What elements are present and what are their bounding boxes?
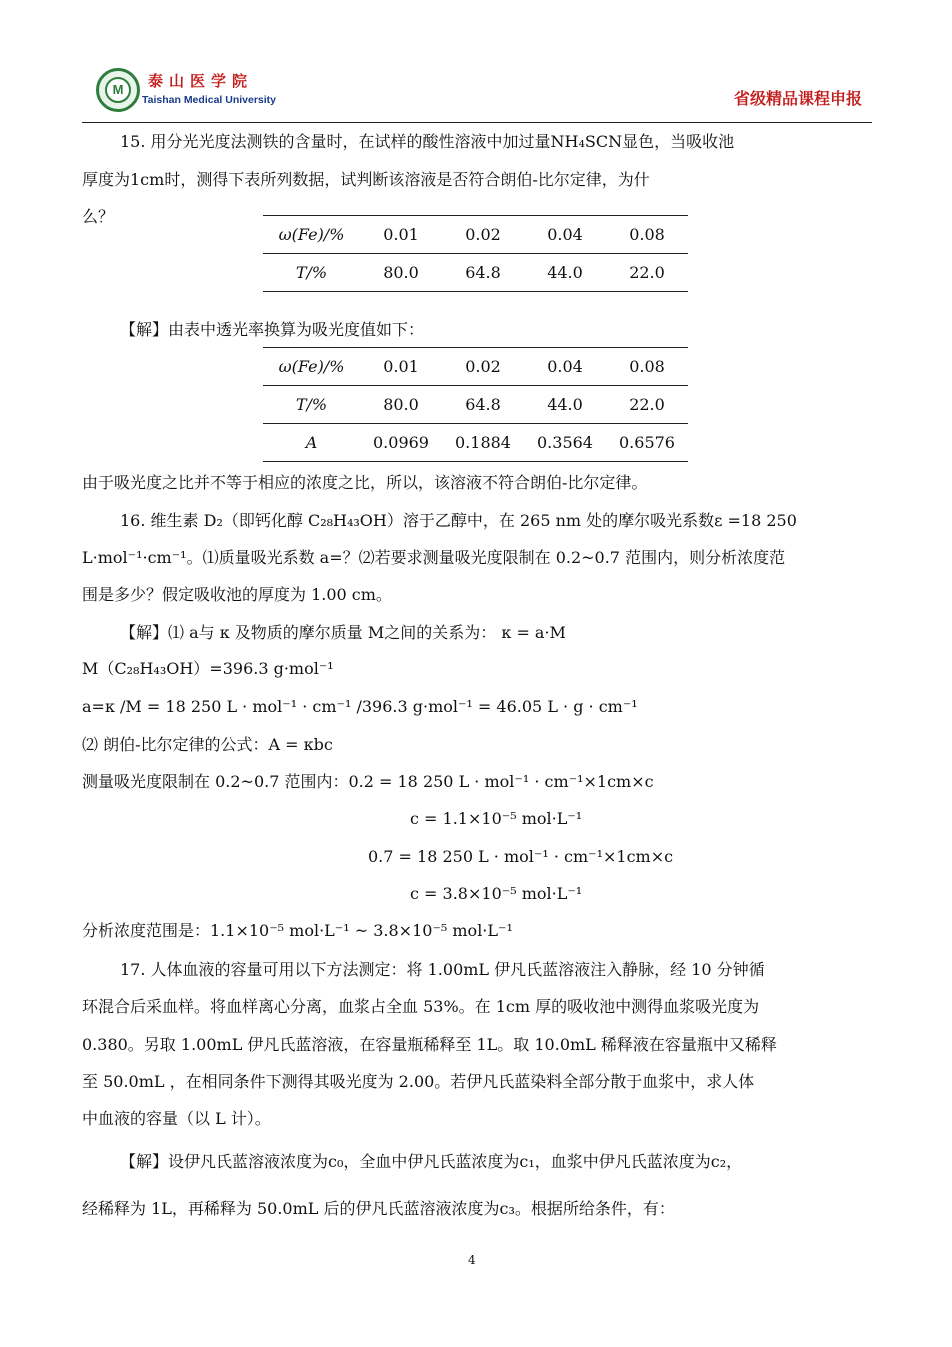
- q17-line4: 至 50.0mL ，在相同条件下测得其吸光度为 2.00。若伊凡氏蓝染料全部分散于血浆中，求人体: [82, 1072, 755, 1091]
- data-table-2: [263, 347, 688, 462]
- school-name-en: Taishan Medical University: [142, 94, 277, 106]
- q17-line3: 0.380。另取 1.00mL 伊凡氏蓝溶液，在容量瓶稀释至 1L。取 10.0mL 稀释液在容量瓶中又稀释: [82, 1035, 777, 1054]
- table1-label-t: T/%: [263, 254, 360, 292]
- table-cell: 0.1884: [442, 424, 524, 462]
- q16-answer-2: M（C₂₈H₄₃OH）=396.3 g·mol⁻¹: [82, 659, 334, 678]
- table2-label-w: ω(Fe)/%: [263, 348, 360, 386]
- q16-line2: L·mol⁻¹·cm⁻¹。⑴质量吸光系数 a=？⑵若要求测量吸光度限制在 0.2~0.7 范围内，则分析浓度范: [82, 548, 786, 567]
- school-name-cn: 泰山医学院: [148, 72, 254, 90]
- q15-line3: 么？: [82, 207, 115, 226]
- table1-label-w: ω(Fe)/%: [263, 216, 360, 254]
- q15-conclusion: 由于吸光度之比并不等于相应的浓度之比，所以，该溶液不符合朗伯-比尔定律。: [82, 473, 648, 492]
- q15-answer-intro: 【解】由表中透光率换算为吸光度值如下：: [120, 320, 425, 339]
- q15-line2: 厚度为1cm时，测得下表所列数据，试判断该溶液是否符合朗伯-比尔定律，为什: [82, 170, 650, 189]
- table-cell: 0.08: [606, 216, 688, 254]
- table-cell: 0.01: [360, 348, 442, 386]
- table2-label-a: A: [263, 424, 360, 462]
- q17-answer-2: 经稀释为 1L，再稀释为 50.0mL 后的伊凡氏蓝溶液浓度为c₃。根据所给条件，有：: [82, 1199, 675, 1218]
- table-cell: 64.8: [442, 254, 524, 292]
- table-cell: 0.02: [442, 348, 524, 386]
- table-cell: 0.08: [606, 348, 688, 386]
- q16-answer-9: 分析浓度范围是：1.1×10⁻⁵ mol·L⁻¹ ~ 3.8×10⁻⁵ mol·L⁻¹: [82, 921, 513, 940]
- q15-line1: 15. 用分光光度法测铁的含量时，在试样的酸性溶液中加过量NH₄SCN显色，当吸收池: [120, 132, 735, 151]
- q16-answer-5: 测量吸光度限制在 0.2~0.7 范围内：0.2 = 18 250 L · mol⁻¹ · cm⁻¹×1cm×c: [82, 772, 654, 791]
- q17-line2: 环混合后采血样。将血样离心分离，血浆占全血 53%。在 1cm 厚的吸收池中测得血浆吸光度为: [82, 997, 760, 1016]
- table2-label-t: T/%: [263, 386, 360, 424]
- q17-line1: 17. 人体血液的容量可用以下方法测定：将 1.00mL 伊凡氏蓝溶液注入静脉，经 10 分钟循: [120, 960, 765, 979]
- q16-answer-1: 【解】⑴ a与 κ 及物质的摩尔质量 M之间的关系为： κ = a·M: [120, 623, 566, 642]
- table-cell: 0.3564: [524, 424, 606, 462]
- table-cell: 64.8: [442, 386, 524, 424]
- table-cell: 0.6576: [606, 424, 688, 462]
- course-label: 省级精品课程申报: [733, 89, 862, 108]
- university-logo: [96, 68, 140, 112]
- q16-line1: 16. 维生素 D₂（即钙化醇 C₂₈H₄₃OH）溶于乙醇中，在 265 nm 处的摩尔吸光系数ε =18 250: [120, 511, 797, 530]
- table-cell: 0.01: [360, 216, 442, 254]
- table-cell: 22.0: [606, 254, 688, 292]
- q16-answer-7: 0.7 = 18 250 L · mol⁻¹ · cm⁻¹×1cm×c: [368, 847, 674, 866]
- table-cell: 22.0: [606, 386, 688, 424]
- table-cell: 0.04: [524, 348, 606, 386]
- table-cell: 44.0: [524, 386, 606, 424]
- logo-letter: M: [112, 82, 124, 97]
- table-cell: 0.02: [442, 216, 524, 254]
- q17-answer-1: 【解】设伊凡氏蓝溶液浓度为c₀，全血中伊凡氏蓝浓度为c₁，血浆中伊凡氏蓝浓度为c₂，: [120, 1152, 743, 1171]
- q16-answer-8: c = 3.8×10⁻⁵ mol·L⁻¹: [410, 884, 583, 903]
- q16-answer-3: a=κ /M = 18 250 L · mol⁻¹ · cm⁻¹ /396.3 g·mol⁻¹ = 46.05 L · g · cm⁻¹: [82, 697, 638, 716]
- table-cell: 0.04: [524, 216, 606, 254]
- data-table-1: [263, 215, 688, 292]
- q16-line3: 围是多少？假定吸收池的厚度为 1.00 cm。: [82, 585, 392, 604]
- page-header: [82, 60, 872, 123]
- page-number: 4: [468, 1253, 476, 1267]
- q16-answer-6: c = 1.1×10⁻⁵ mol·L⁻¹: [410, 809, 583, 828]
- q16-answer-4: ⑵ 朗伯-比尔定律的公式：A = κbc: [82, 735, 333, 754]
- table-cell: 0.0969: [360, 424, 442, 462]
- table-cell: 44.0: [524, 254, 606, 292]
- table-cell: 80.0: [360, 254, 442, 292]
- q17-line5: 中血液的容量（以 L 计）。: [82, 1109, 271, 1128]
- table-cell: 80.0: [360, 386, 442, 424]
